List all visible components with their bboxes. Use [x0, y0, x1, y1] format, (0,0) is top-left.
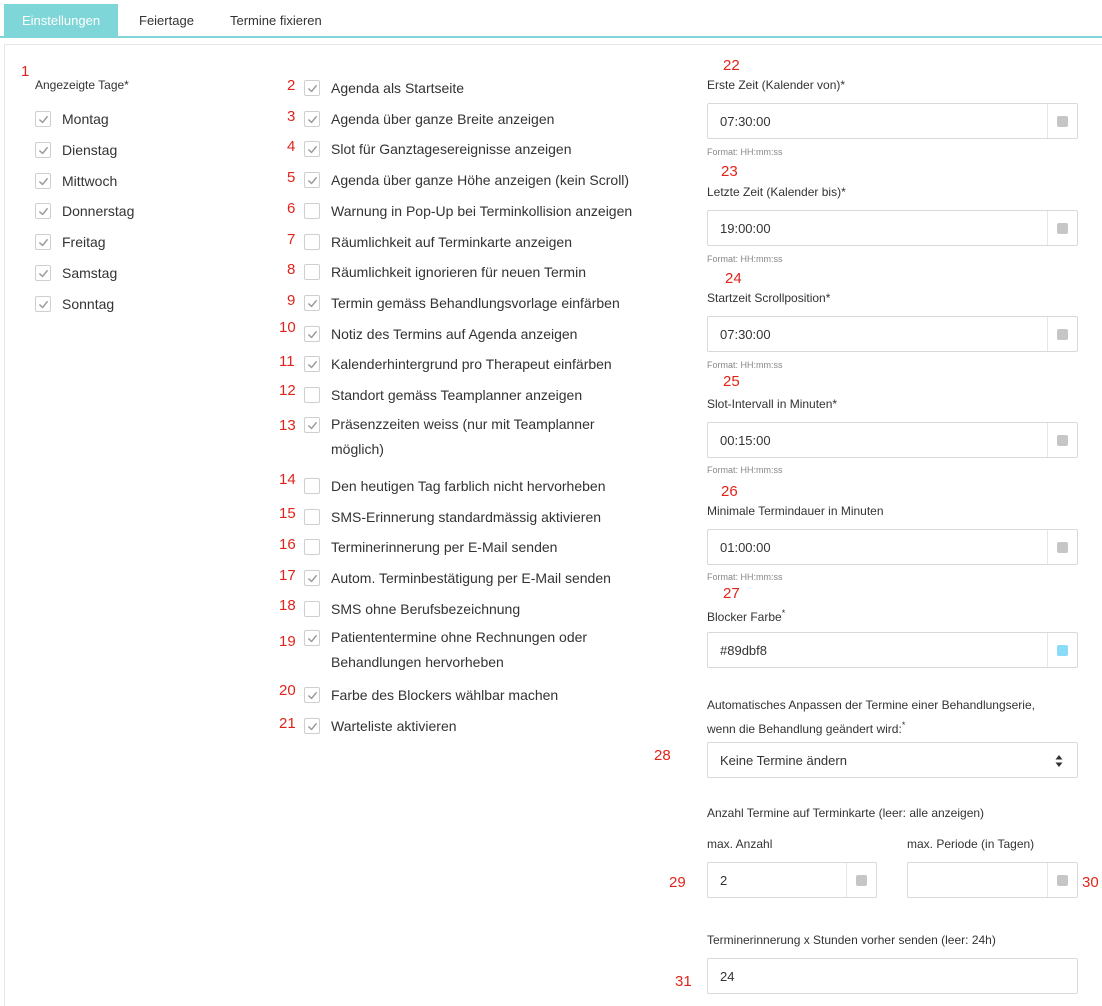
checkmark-icon — [307, 298, 318, 309]
min-duration-input[interactable] — [707, 529, 1078, 565]
checkbox[interactable] — [304, 417, 320, 433]
checkmark-icon — [307, 420, 318, 431]
day-option[interactable] — [35, 231, 106, 253]
setting-label: SMS-Erinnerung standardmässig aktivieren — [331, 509, 602, 525]
checkbox[interactable] — [304, 356, 320, 372]
scroll-time-value: 07:30:00 — [720, 326, 771, 342]
setting-label: Standort gemäss Teamplanner anzeigen — [331, 387, 583, 403]
checkbox[interactable] — [304, 539, 320, 555]
checkbox[interactable] — [304, 387, 320, 403]
annotation-6: 6 — [287, 200, 296, 217]
last-time-input[interactable] — [707, 210, 1078, 246]
first-time-hint: Format: HH:mm:ss — [707, 147, 783, 157]
annotation-3: 3 — [287, 108, 296, 125]
clock-icon[interactable] — [1047, 530, 1077, 564]
annotation-5: 5 — [287, 169, 296, 186]
required-mark: * — [901, 720, 906, 730]
checkbox[interactable] — [35, 142, 51, 158]
last-time-value: 19:00:00 — [720, 220, 771, 236]
checkmark-icon — [307, 175, 318, 186]
required-mark: * — [781, 608, 786, 618]
annotation-11: 11 — [279, 353, 295, 370]
annotation-8: 8 — [287, 261, 296, 278]
checkmark-icon — [307, 114, 318, 125]
last-time-hint: Format: HH:mm:ss — [707, 254, 783, 264]
series-adjust-select[interactable] — [707, 742, 1078, 778]
day-option[interactable] — [35, 108, 109, 130]
setting-label: Patiententermine ohne Rechnungen oder Behandlungen hervorheben — [331, 629, 588, 670]
min-duration-label: Minimale Termindauer in Minuten — [707, 504, 884, 518]
annotation-17: 17 — [279, 567, 296, 584]
checkmark-icon — [307, 690, 318, 701]
color-swatch-icon[interactable] — [1047, 633, 1077, 667]
annotation-16: 16 — [279, 536, 296, 553]
blocker-color-value: #89dbf8 — [720, 642, 767, 658]
tab-bar — [0, 0, 1102, 38]
max-period-input[interactable] — [907, 862, 1078, 898]
annotation-12: 12 — [279, 382, 296, 399]
setting-option[interactable] — [304, 261, 586, 283]
annotation-30: 30 — [1082, 874, 1099, 891]
annotation-4: 4 — [287, 138, 296, 155]
checkbox[interactable] — [304, 478, 320, 494]
day-option[interactable] — [35, 293, 114, 315]
annotation-24: 24 — [725, 270, 742, 287]
checkbox[interactable] — [35, 173, 51, 189]
annotation-18: 18 — [279, 597, 296, 614]
checkmark-icon — [38, 237, 49, 248]
clock-icon[interactable] — [1047, 104, 1077, 138]
blocker-color-label — [707, 608, 785, 624]
annotation-10: 10 — [279, 319, 296, 336]
setting-option[interactable] — [304, 138, 571, 160]
setting-label: Slot für Ganztagesereignisse anzeigen — [331, 141, 572, 157]
day-option[interactable] — [35, 200, 134, 222]
series-adjust-line1: Automatisches Anpassen der Termine einer Behandlungserie, — [707, 698, 1035, 712]
checkmark-icon — [38, 299, 49, 310]
setting-label: Warnung in Pop-Up bei Terminkollision anzeigen — [331, 203, 633, 219]
setting-label: Präsenzzeiten weiss (nur mit Teamplanner möglich) — [331, 416, 595, 457]
blocker-color-input[interactable] — [707, 632, 1078, 668]
checkbox[interactable] — [304, 295, 320, 311]
checkmark-icon — [307, 359, 318, 370]
annotation-23: 23 — [721, 163, 738, 180]
setting-option[interactable] — [304, 567, 611, 589]
first-time-input[interactable] — [707, 103, 1078, 139]
series-adjust-description — [707, 695, 1035, 739]
number-icon[interactable] — [1047, 863, 1077, 897]
checkbox[interactable] — [304, 80, 320, 96]
setting-option[interactable] — [304, 715, 457, 737]
checkmark-icon — [38, 268, 49, 279]
setting-option[interactable] — [304, 628, 644, 675]
scroll-time-hint: Format: HH:mm:ss — [707, 360, 783, 370]
number-icon[interactable] — [846, 863, 876, 897]
setting-option[interactable] — [304, 506, 601, 528]
checkbox[interactable] — [35, 296, 51, 312]
checkmark-icon — [307, 633, 318, 644]
first-time-value: 07:30:00 — [720, 113, 771, 129]
slot-interval-input[interactable] — [707, 422, 1078, 458]
tab-einstellungen[interactable]: Einstellungen — [4, 4, 118, 38]
setting-label: Den heutigen Tag farblich nicht hervorheben — [331, 478, 606, 494]
checkbox[interactable] — [304, 570, 320, 586]
tab-feiertage[interactable]: Feiertage — [139, 13, 194, 28]
checkmark-icon — [38, 206, 49, 217]
annotation-14: 14 — [279, 471, 296, 488]
checkbox[interactable] — [304, 326, 320, 342]
series-adjust-selected: Keine Termine ändern — [720, 752, 847, 768]
checkbox[interactable] — [304, 111, 320, 127]
checkmark-icon — [307, 721, 318, 732]
first-time-label: Erste Zeit (Kalender von)* — [707, 78, 846, 92]
day-option[interactable] — [35, 139, 117, 161]
annotation-26: 26 — [721, 483, 738, 500]
checkmark-icon — [38, 145, 49, 156]
slot-interval-hint: Format: HH:mm:ss — [707, 465, 783, 475]
reminder-hours-value: 24 — [720, 968, 735, 984]
max-count-input[interactable] — [707, 862, 877, 898]
checkbox[interactable] — [304, 718, 320, 734]
setting-option[interactable] — [304, 292, 620, 314]
select-arrows-icon — [1055, 754, 1063, 768]
setting-option[interactable] — [304, 108, 554, 130]
reminder-hours-input[interactable] — [707, 958, 1078, 994]
checkmark-icon — [307, 329, 318, 340]
checkbox[interactable] — [304, 234, 320, 250]
checkbox[interactable] — [304, 172, 320, 188]
scroll-time-label: Startzeit Scrollposition* — [707, 291, 831, 305]
min-duration-value: 01:00:00 — [720, 539, 771, 555]
annotation-7: 7 — [287, 231, 296, 248]
setting-option[interactable] — [304, 598, 520, 620]
checkmark-icon — [307, 144, 318, 155]
day-label: Donnerstag — [62, 203, 135, 219]
series-adjust-line2-wrap — [707, 715, 1035, 739]
checkbox[interactable] — [304, 203, 320, 219]
day-label: Dienstag — [62, 142, 118, 158]
day-option[interactable] — [35, 170, 117, 192]
setting-label: Räumlichkeit ignorieren für neuen Termin — [331, 264, 586, 280]
setting-option[interactable] — [304, 415, 644, 462]
setting-label: Farbe des Blockers wählbar machen — [331, 687, 559, 703]
checkbox[interactable] — [304, 601, 320, 617]
clock-icon[interactable] — [1047, 423, 1077, 457]
setting-option[interactable] — [304, 475, 605, 497]
checkbox[interactable] — [35, 265, 51, 281]
setting-option[interactable] — [304, 353, 612, 375]
max-period-label: max. Periode (in Tagen) — [907, 837, 1035, 851]
day-label: Samstag — [62, 265, 118, 281]
checkbox[interactable] — [304, 264, 320, 280]
checkmark-icon — [38, 114, 49, 125]
annotation-1: 1 — [21, 63, 30, 80]
day-label: Montag — [62, 111, 109, 127]
min-duration-hint: Format: HH:mm:ss — [707, 572, 783, 582]
max-count-value: 2 — [720, 872, 728, 888]
setting-option[interactable] — [304, 384, 582, 406]
checkbox[interactable] — [35, 203, 51, 219]
max-count-label: max. Anzahl — [707, 837, 773, 851]
setting-label: Räumlichkeit auf Terminkarte anzeigen — [331, 234, 572, 250]
annotation-20: 20 — [279, 682, 296, 699]
annotation-31: 31 — [675, 973, 692, 990]
day-label: Sonntag — [62, 296, 115, 312]
setting-option[interactable] — [304, 200, 632, 222]
annotation-25: 25 — [723, 373, 740, 390]
checkbox[interactable] — [35, 111, 51, 127]
checkmark-icon — [38, 176, 49, 187]
setting-label: Notiz des Termins auf Agenda anzeigen — [331, 326, 578, 342]
annotation-15: 15 — [279, 505, 296, 522]
checkbox[interactable] — [304, 509, 320, 525]
setting-label: Agenda als Startseite — [331, 80, 465, 96]
last-time-label: Letzte Zeit (Kalender bis)* — [707, 185, 846, 199]
setting-option[interactable] — [304, 684, 558, 706]
slot-interval-value: 00:15:00 — [720, 432, 771, 448]
series-adjust-line2: wenn die Behandlung geändert wird: — [707, 722, 902, 736]
day-option[interactable] — [35, 262, 117, 284]
checkbox[interactable] — [304, 141, 320, 157]
days-title: Angezeigte Tage* — [35, 78, 129, 92]
setting-option[interactable] — [304, 169, 629, 191]
annotation-2: 2 — [287, 77, 296, 94]
setting-option[interactable] — [304, 323, 577, 345]
setting-label: SMS ohne Berufsbezeichnung — [331, 601, 521, 617]
setting-label: Termin gemäss Behandlungsvorlage einfärben — [331, 295, 620, 311]
annotation-29: 29 — [669, 874, 686, 891]
card-count-title: Anzahl Termine auf Terminkarte (leer: alle anzeigen) — [707, 806, 985, 820]
checkbox[interactable] — [304, 630, 320, 646]
setting-label: Terminerinnerung per E-Mail senden — [331, 539, 558, 555]
annotation-27: 27 — [723, 585, 740, 602]
annotation-13: 13 — [279, 417, 296, 434]
clock-icon[interactable] — [1047, 317, 1077, 351]
checkbox[interactable] — [35, 234, 51, 250]
slot-interval-label: Slot-Intervall in Minuten* — [707, 397, 838, 411]
setting-option[interactable] — [304, 77, 464, 99]
checkbox[interactable] — [304, 687, 320, 703]
setting-option[interactable] — [304, 536, 557, 558]
annotation-19: 19 — [279, 633, 296, 650]
day-label: Mittwoch — [62, 173, 118, 189]
reminder-hours-label: Terminerinnerung x Stunden vorher senden (leer: 24h) — [707, 933, 996, 947]
setting-label: Agenda über ganze Höhe anzeigen (kein Scroll) — [331, 172, 630, 188]
scroll-time-input[interactable] — [707, 316, 1078, 352]
tab-termine-fixieren[interactable]: Termine fixieren — [230, 13, 322, 28]
setting-label: Agenda über ganze Breite anzeigen — [331, 111, 555, 127]
checkmark-icon — [307, 573, 318, 584]
setting-label: Kalenderhintergrund pro Therapeut einfärben — [331, 356, 612, 372]
day-label: Freitag — [62, 234, 106, 250]
setting-label: Autom. Terminbestätigung per E-Mail senden — [331, 570, 611, 586]
annotation-28: 28 — [654, 747, 671, 764]
setting-label: Warteliste aktivieren — [331, 718, 457, 734]
annotation-21: 21 — [279, 715, 296, 732]
checkmark-icon — [307, 83, 318, 94]
clock-icon[interactable] — [1047, 211, 1077, 245]
annotation-22: 22 — [723, 57, 740, 74]
setting-option[interactable] — [304, 231, 572, 253]
blocker-color-label-text: Blocker Farbe — [707, 610, 782, 624]
annotation-9: 9 — [287, 292, 296, 309]
